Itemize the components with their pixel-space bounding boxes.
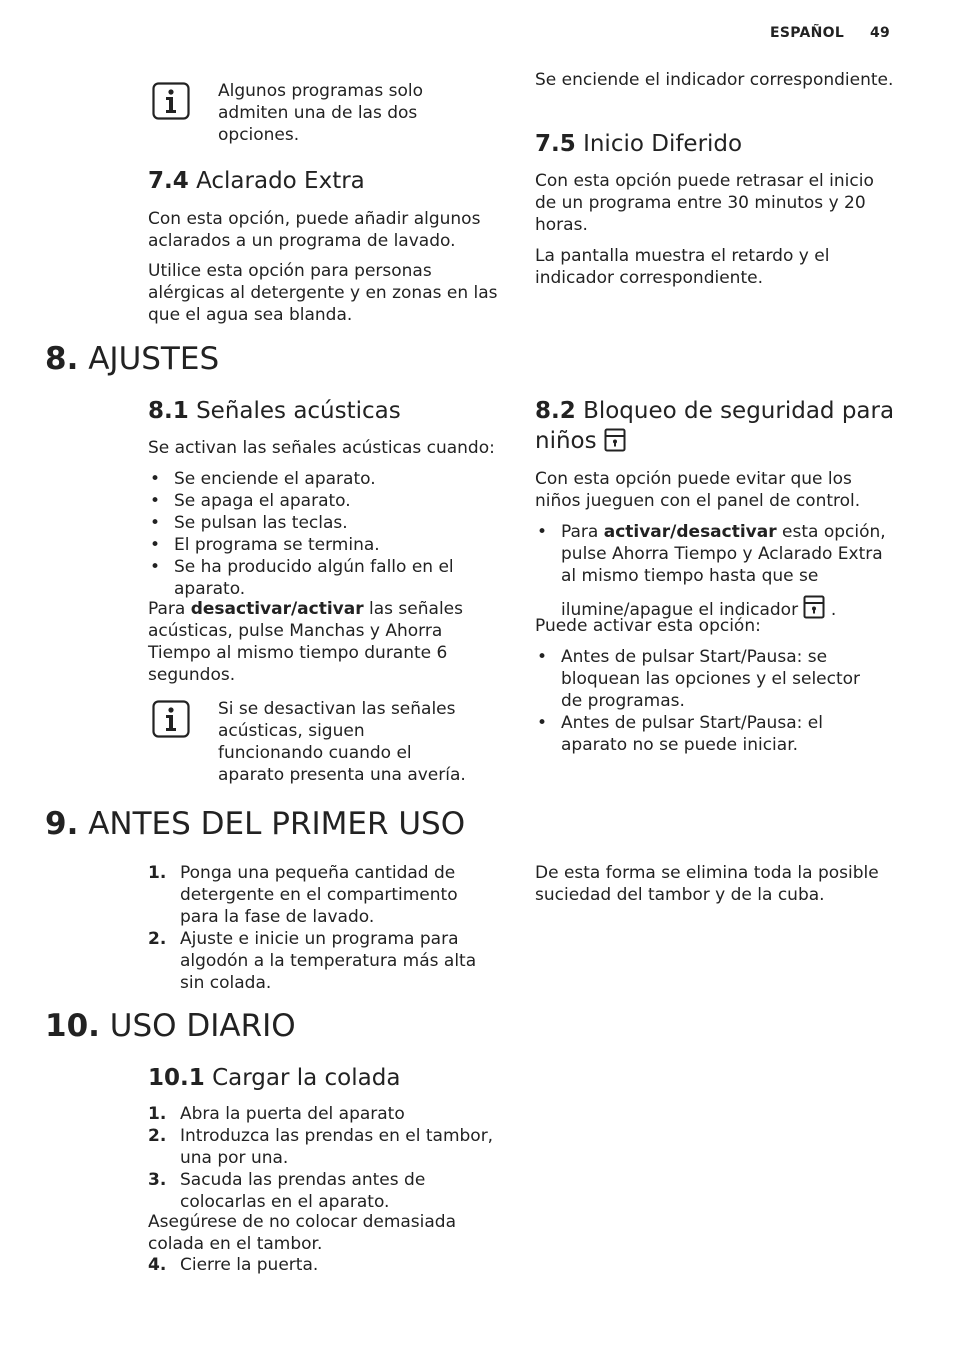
chapter-heading-9 — [45, 806, 465, 842]
section-title: Cargar la colada — [212, 1065, 401, 1091]
section-heading-10-1 — [148, 1063, 400, 1093]
chapter-number: 8. — [45, 341, 79, 377]
list-item: 2. Ajuste e inicie un programa para algodón a la temperatura más alta sin colada. — [148, 929, 477, 993]
list-item: • Se ha producido algún fallo en el aparato. — [150, 557, 454, 599]
paragraph: De esta forma se elimina toda la posible suciedad del tambor y de la cuba. — [535, 863, 879, 905]
list-item: • Se pulsan las teclas. — [150, 513, 348, 533]
section-title: Inicio Diferido — [583, 131, 743, 157]
list-item: 1. Ponga una pequeña cantidad de detergente en el compartimento para la fase de lavado. — [148, 863, 458, 927]
list-item: 4. Cierre la puerta. — [148, 1255, 319, 1275]
paragraph: Puede activar esta opción: — [535, 616, 761, 636]
list-item: 1. Abra la puerta del aparato — [148, 1104, 405, 1124]
section-number: 7.5 — [535, 131, 576, 157]
paragraph: Con esta opción, puede añadir algunos aclarados a un programa de lavado. — [148, 209, 481, 251]
paragraph: Se activan las señales acústicas cuando: — [148, 438, 495, 458]
paragraph: Con esta opción puede retrasar el inicio de un programa entre 30 minutos y 20 horas. — [535, 171, 874, 235]
numbered-list — [148, 1103, 498, 1213]
section-number: 10.1 — [148, 1065, 205, 1091]
section-heading-7-4 — [148, 166, 365, 196]
section-title: Aclarado Extra — [196, 168, 365, 194]
list-item: 2. Introduzca las prendas en el tambor, una por una. — [148, 1126, 494, 1168]
list-item: • Se enciende el aparato. — [150, 469, 376, 489]
bullet-list — [535, 521, 895, 621]
section-number: 8.1 — [148, 398, 189, 424]
paragraph: Asegúrese de no colocar demasiada colada en el tambor. — [148, 1212, 457, 1254]
section-number: 8.2 — [535, 398, 576, 424]
child-lock-icon — [604, 428, 626, 452]
note-text: Algunos programas solo admiten una de las dos opciones. — [218, 81, 423, 145]
numbered-list — [148, 1254, 478, 1276]
paragraph: Utilice esta opción para personas alérgicas al detergente y en zonas en las que el agua sea blanda. — [148, 261, 498, 325]
list-item: • Se apaga el aparato. — [150, 491, 351, 511]
list-item: • Para activar/desactivar esta opción, pulse Ahorra Tiempo y Aclarado Extra al mismo tiempo hasta que se ilumine/apague el indicador . — [537, 522, 886, 620]
note-text: Si se desactivan las señales acústicas, siguen funcionando cuando el aparato presenta una avería. — [218, 699, 466, 785]
chapter-number: 10. — [45, 1008, 100, 1044]
bullet-list — [148, 468, 478, 600]
section-title: Bloqueo de seguridad para niños — [535, 398, 895, 454]
section-heading-8-2 — [535, 396, 905, 456]
list-item: • Antes de pulsar Start/Pausa: el aparato no se puede iniciar. — [537, 713, 823, 755]
section-title: Señales acústicas — [196, 398, 401, 424]
info-icon — [152, 82, 190, 120]
chapter-title: ANTES DEL PRIMER USO — [88, 806, 466, 842]
header-language: ESPAÑOL — [770, 25, 845, 41]
list-item: 3. Sacuda las prendas antes de colocarlas en el aparato. — [148, 1170, 426, 1212]
bullet-list — [535, 646, 875, 756]
paragraph: Para desactivar/activar las señales acústicas, pulse Manchas y Ahorra Tiempo al mismo tiempo durante 6 segundos. — [148, 599, 463, 685]
chapter-heading-10 — [45, 1008, 296, 1044]
section-heading-8-1 — [148, 396, 401, 426]
paragraph: Se enciende el indicador correspondiente. — [535, 70, 894, 90]
section-number: 7.4 — [148, 168, 189, 194]
chapter-title: AJUSTES — [88, 341, 220, 377]
chapter-title: USO DIARIO — [109, 1008, 296, 1044]
numbered-list — [148, 862, 478, 994]
section-heading-7-5 — [535, 129, 742, 159]
info-icon — [152, 700, 190, 738]
list-item: • Antes de pulsar Start/Pausa: se bloquean las opciones y el selector de programas. — [537, 647, 861, 711]
paragraph: Con esta opción puede evitar que los niños jueguen con el panel de control. — [535, 469, 861, 511]
chapter-number: 9. — [45, 806, 79, 842]
list-item: • El programa se termina. — [150, 535, 380, 555]
page-number: 49 — [870, 25, 891, 41]
paragraph: La pantalla muestra el retardo y el indicador correspondiente. — [535, 246, 830, 288]
chapter-heading-8 — [45, 341, 219, 377]
